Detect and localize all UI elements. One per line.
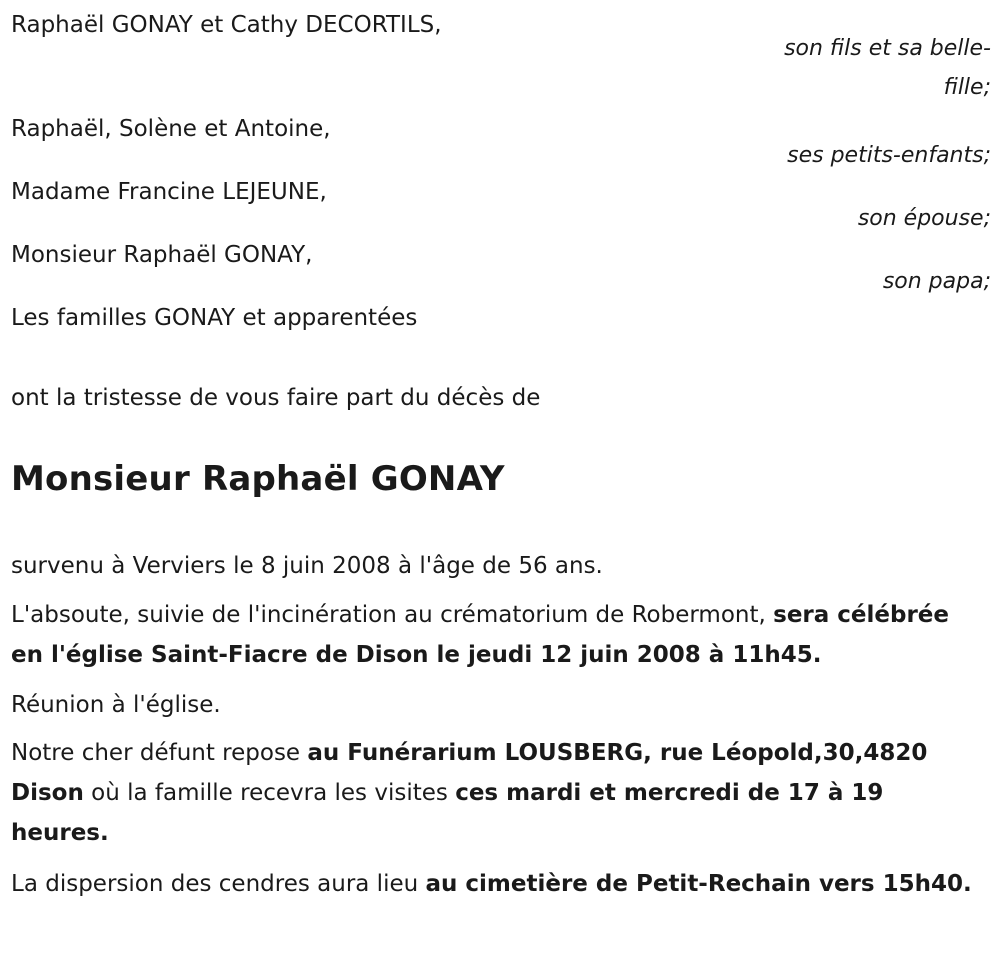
family-row [11,114,991,168]
family-name: Monsieur Raphaël GONAY, [11,242,313,268]
visitation-text-2: où la famille recevra les visites [83,780,456,806]
family-name: Madame Francine LEJEUNE, [11,179,327,205]
family-name: Raphaël GONAY et Cathy DECORTILS, [11,12,442,38]
dispersion-text: La dispersion des cendres aura lieu [11,871,426,897]
dispersion-details: au cimetière de Petit-Rechain vers 15h40. [425,871,972,897]
meeting-paragraph: Réunion à l'église. [11,692,221,718]
visitation-hours: ces mardi et mercredi de 17 à 19 heures. [11,780,884,846]
family-role: ses petits-enfants; [787,143,991,168]
family-row [11,10,991,100]
ceremony-paragraph [11,595,986,675]
announcement-intro: ont la tristesse de vous faire part du décès de [11,385,541,411]
family-row [11,240,991,294]
death-details: survenu à Verviers le 8 juin 2008 à l'âge de 56 ans. [11,553,603,579]
deceased-name: Monsieur Raphaël GONAY [11,459,505,499]
family-role: son papa; [882,269,991,294]
ceremony-text: L'absoute, suivie de l'incinération au crématorium de Robermont, [11,602,774,628]
ashes-dispersion-paragraph [11,864,986,904]
visitation-text-1: Notre cher défunt repose [11,740,308,766]
funeral-home-address: au Funérarium LOUSBERG, rue Léopold,30,4820 Dison [11,740,928,806]
family-name: Les familles GONAY et apparentées [11,305,418,331]
ceremony-details: sera célébrée en l'église Saint-Fiacre de Dison le jeudi 12 juin 2008 à 11h45. [11,602,950,668]
family-row [11,303,991,333]
family-name: Raphaël, Solène et Antoine, [11,116,331,142]
family-role: son épouse; [857,206,991,231]
visitation-paragraph [11,733,986,853]
family-row [11,177,991,231]
family-role: son fils et sa belle-fille; [784,36,991,100]
